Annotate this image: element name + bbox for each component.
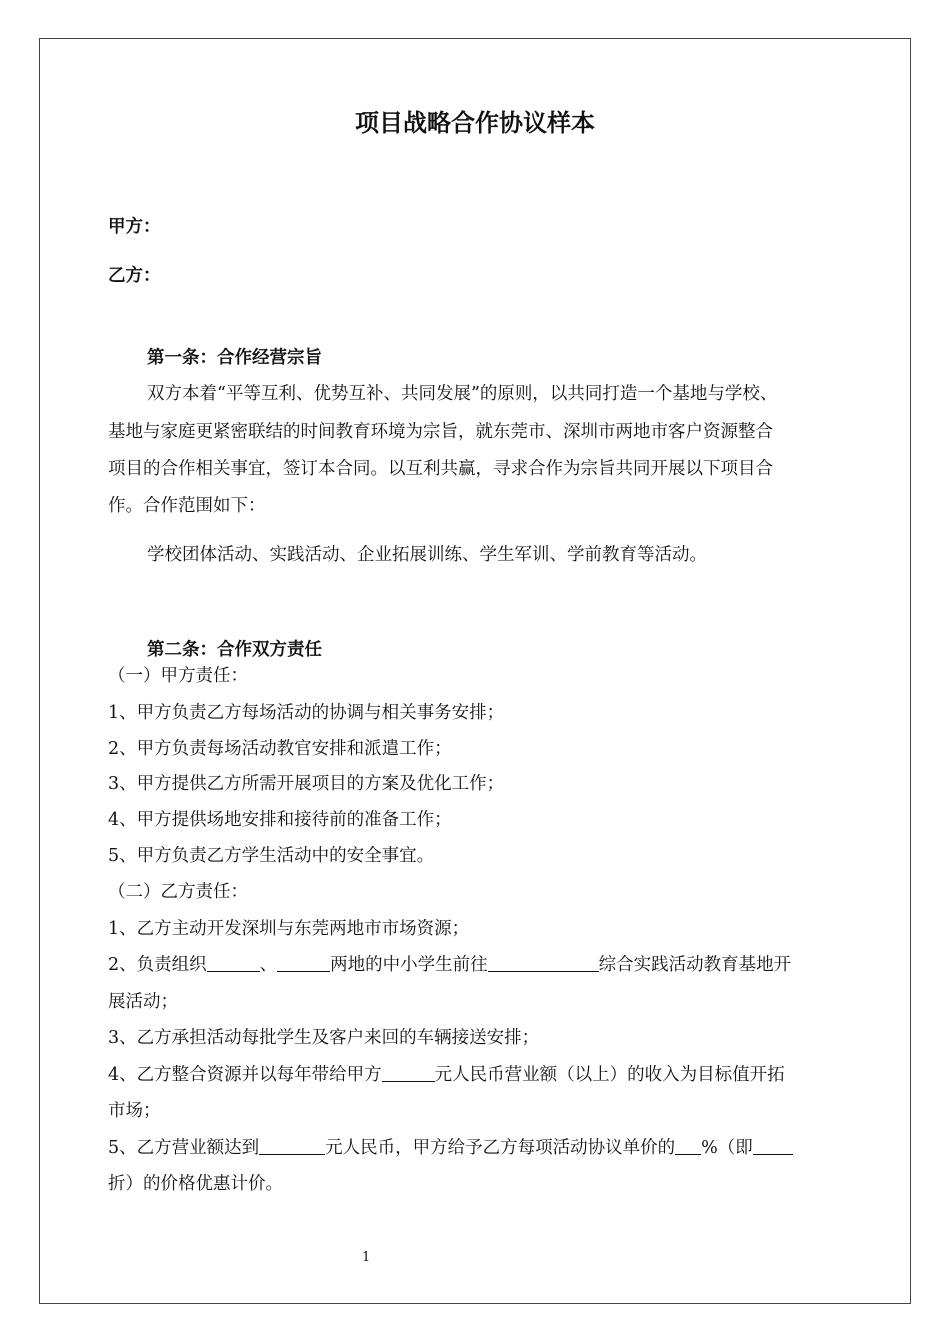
fill-blank[interactable] [277, 953, 330, 972]
article1-para-line: 项目的合作相关事宜，签订本合同。以互利共赢，寻求合作为宗旨共同开展以下项目合 [108, 459, 773, 479]
duty-4-text: 4、乙方整合资源并以每年带给甲方 [108, 1065, 382, 1085]
party-a-duty: 4、甲方提供场地安排和接待前的准备工作； [108, 810, 452, 830]
document-title: 项目战略合作协议样本 [355, 109, 595, 137]
article1-para-line: 双方本着“平等互利、优势互补、共同发展”的原则，以共同打造一个基地与学校、 [147, 384, 778, 404]
party-b-duty-5 [108, 1136, 793, 1160]
party-a-duties-heading: （一）甲方责任： [108, 666, 248, 686]
party-a-duty: 3、甲方提供乙方所需开展项目的方案及优化工作； [108, 774, 505, 794]
fill-blank[interactable] [207, 953, 260, 972]
duty-5-text: %（即 [701, 1138, 753, 1158]
article1-para-line: 基地与家庭更紧密联结的时间教育环境为宗旨，就东莞市、深圳市两地市客户资源整合 [108, 422, 773, 442]
page-number: 1 [362, 1250, 371, 1265]
duty-2-text: 两地的中小学生前往 [330, 955, 488, 975]
party-b-duty-4 [108, 1063, 785, 1087]
party-b-duties-heading: （二）乙方责任： [108, 882, 248, 902]
fill-blank[interactable] [259, 1136, 325, 1155]
fill-blank[interactable] [753, 1136, 793, 1155]
duty-4-text: 元人民币营业额（以上）的收入为目标值开拓 [434, 1065, 785, 1085]
party-a-label: 甲方： [108, 217, 161, 237]
duty-5-text: 5、乙方营业额达到 [108, 1138, 260, 1158]
party-a-duty: 2、甲方负责每场活动教官安排和派遣工作； [108, 739, 452, 759]
party-b-duty-5-cont: 折）的价格优惠计价。 [108, 1174, 283, 1194]
fill-blank[interactable] [675, 1136, 701, 1155]
article2-heading: 第二条：合作双方责任 [147, 640, 322, 660]
duty-2-text: 综合实践活动教育基地开 [598, 955, 792, 975]
article1-para-line: 作。合作范围如下： [108, 496, 266, 516]
fill-blank[interactable] [382, 1063, 435, 1082]
article1-heading: 第一条：合作经营宗旨 [147, 348, 322, 368]
duty-5-text: 元人民币，甲方给予乙方每项活动协议单价的 [325, 1138, 676, 1158]
article1-scope: 学校团体活动、实践活动、企业拓展训练、学生军训、学前教育等活动。 [147, 545, 707, 565]
party-b-duty-1: 1、乙方主动开发深圳与东莞两地市市场资源； [108, 919, 470, 939]
duty-2-text: 、 [259, 955, 278, 975]
party-a-duty: 5、甲方负责乙方学生活动中的安全事宜。 [108, 846, 435, 866]
party-b-duty-4-cont: 市场； [108, 1101, 161, 1121]
party-b-label: 乙方： [108, 266, 161, 286]
duty-2-text: 2、负责组织 [108, 955, 207, 975]
party-b-duty-2-cont: 展活动； [108, 992, 178, 1012]
party-b-duty-2 [108, 953, 791, 977]
party-a-duty: 1、甲方负责乙方每场活动的协调与相关事务安排； [108, 703, 505, 723]
fill-blank[interactable] [488, 953, 599, 972]
party-b-duty-3: 3、乙方承担活动每批学生及客户来回的车辆接送安排； [108, 1028, 540, 1048]
